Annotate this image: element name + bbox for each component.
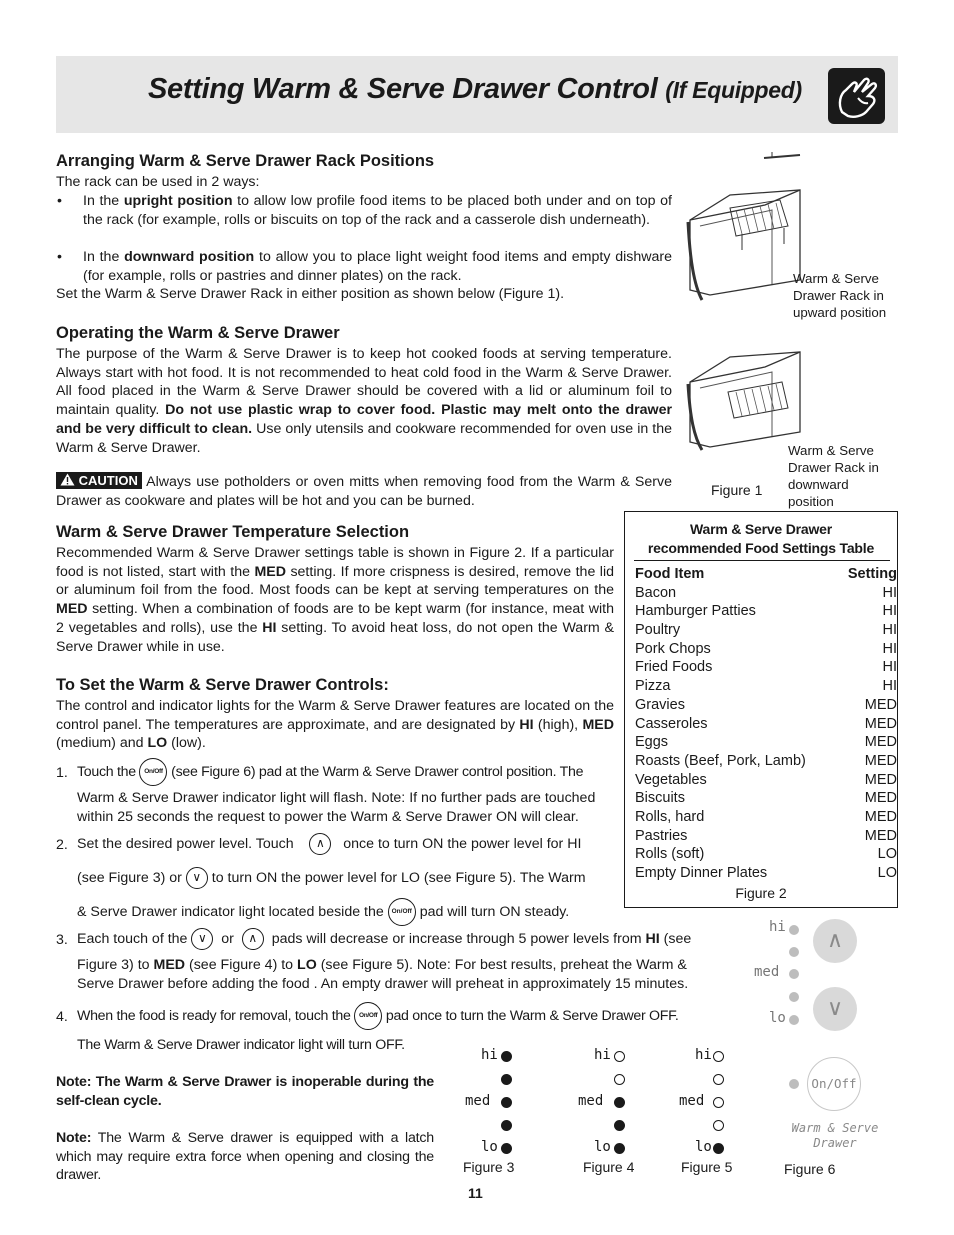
hi-label: hi: [594, 1047, 611, 1063]
setting-cell: MED: [864, 696, 897, 713]
rack-heading: Arranging Warm & Serve Drawer Rack Positions: [56, 152, 435, 170]
figure6-label: Figure 6: [784, 1161, 836, 1177]
up-arrow-pad-icon: ∧: [242, 928, 264, 950]
rack-intro: The rack can be used in 2 ways:: [56, 174, 260, 190]
setting-cell: MED: [864, 715, 897, 732]
hi-label: hi: [481, 1047, 498, 1063]
med-label: med: [679, 1093, 705, 1109]
indicator-led-on: [501, 1143, 512, 1154]
food-item-cell: Roasts (Beef, Pork, Lamb): [635, 752, 806, 769]
setting-cell: MED: [864, 734, 897, 751]
panel-hi-label: hi: [769, 919, 786, 935]
table-row: [635, 789, 897, 808]
indicator-led-off: [614, 1074, 625, 1085]
food-item-cell: Fried Foods: [635, 659, 713, 676]
table-row: [635, 584, 897, 603]
table-row: [635, 602, 897, 621]
on-off-pad-icon: On/Off: [139, 758, 167, 786]
panel-indicator-led: [789, 1015, 799, 1025]
panel-caption: Warm & Serve Drawer: [791, 1121, 879, 1150]
step2-line2: (see Figure 3) or ∨ to turn ON the power level for LO (see Figure 5). The Warm: [77, 867, 586, 889]
table-row: [635, 733, 897, 752]
note-self-clean: Note: The Warm & Serve Drawer is inoperable during the self-clean cycle.: [56, 1074, 434, 1109]
table-title: Warm & Serve Drawer recommended Food Settings Table: [647, 521, 875, 556]
food-item-cell: Casseroles: [635, 715, 708, 732]
panel-onoff-led: [789, 1079, 799, 1089]
down-arrow-pad-icon: ∨: [186, 867, 208, 889]
step1-line1: Touch the On/Off (see Figure 6) pad at the Warm & Serve Drawer control position. The: [77, 758, 583, 786]
setting-cell: HI: [882, 640, 897, 657]
step1-line2: Warm & Serve Drawer indicator light will flash. Note: If no further pads are touched: [77, 790, 596, 806]
on-off-pad-icon: On/Off: [388, 898, 416, 926]
step3-line1: Each touch of the ∨ or ∧ pads will decrease or increase through 5 power levels from HI (see: [77, 928, 691, 950]
table-row: [635, 752, 897, 771]
table-row: [635, 677, 897, 696]
step2-number: 2.: [56, 837, 68, 853]
step2-line1: Set the desired power level. Touch ∧ once to turn ON the power level for HI: [77, 833, 581, 855]
panel-lo-label: lo: [769, 1010, 786, 1026]
setting-cell: HI: [882, 659, 897, 676]
table-row: [635, 827, 897, 846]
step3-line3: Serve Drawer before adding the food . An empty drawer will preheat in approximately 15 minutes.: [77, 976, 689, 992]
rack-bullet-downward: • In the downward position to allow you to place light weight food items and empty dishware (for example, rolls or pastries and dinner plates) on the rack.: [57, 249, 672, 284]
table-row: [635, 771, 897, 790]
step1-number: 1.: [56, 765, 68, 781]
food-item-cell: Biscuits: [635, 790, 685, 807]
controls-heading: To Set the Warm & Serve Drawer Controls:: [56, 676, 389, 694]
step3-number: 3.: [56, 932, 68, 948]
panel-indicator-led: [789, 925, 799, 935]
panel-indicator-led: [789, 947, 799, 957]
temperature-paragraph: Recommended Warm & Serve Drawer settings table is shown in Figure 2. If a particular food is not listed, start with the MED setting. If more crispness is desired, remove the lid or aluminum foil from the food. Most foods can be kept at serving temperatures on the MED setting. When a combination of foods are to be kept warm (for instance, meat with 2 vegetables and rolls), use the HI setting. To avoid heat loss, do not open the Warm & Serve Drawer while in use.: [56, 545, 614, 655]
setting-cell: MED: [864, 771, 897, 788]
food-item-cell: Bacon: [635, 584, 677, 601]
step2-line3: & Serve Drawer indicator light located beside the On/Off pad will turn ON steady.: [77, 898, 569, 926]
indicator-led-off: [614, 1051, 625, 1062]
med-label: med: [465, 1093, 491, 1109]
figure3-label: Figure 3: [463, 1159, 515, 1175]
page-number: 11: [468, 1185, 483, 1201]
food-settings-table: [624, 511, 898, 908]
step4-number: 4.: [56, 1009, 68, 1025]
food-item-cell: Rolls (soft): [635, 846, 705, 863]
up-arrow-button[interactable]: ∧: [813, 919, 857, 963]
panel-indicator-led: [789, 992, 799, 1002]
note-latch: Note: The Warm & Serve drawer is equipped with a latch which may require extra force when opening and closing the drawer.: [56, 1130, 434, 1184]
on-off-pad-icon: On/Off: [354, 1002, 382, 1030]
table-row: [635, 621, 897, 640]
setting-cell: MED: [864, 808, 897, 825]
figure1-upward-caption: Warm & Serve Drawer Rack in upward position: [793, 271, 887, 320]
caution-paragraph: CAUTION Always use potholders or oven mitts when removing food from the Warm & Serve Drawer as cookware and plates will be hot and you can be burned.: [56, 473, 672, 509]
lo-label: lo: [594, 1139, 611, 1155]
indicator-led-on: [614, 1143, 625, 1154]
setting-cell: HI: [882, 584, 897, 601]
down-arrow-button[interactable]: ∨: [813, 987, 857, 1031]
col-food-header: Food Item: [635, 566, 705, 582]
setting-cell: HI: [882, 622, 897, 639]
operating-paragraph: The purpose of the Warm & Serve Drawer is to keep hot cooked foods at serving temperature. Always start with hot food. It is not recommended to heat cold food in the Warm & Serve Drawer. All food placed in the Warm & Serve Drawer should be covered with a lid or aluminum foil to maintain quality. Do not use plastic wrap to cover food. Plastic may melt onto the drawer and be very difficult to clean. Use only utensils and cookware recommended for oven use in the Warm & Serve Drawer.: [56, 346, 673, 456]
up-arrow-pad-icon: ∧: [309, 833, 331, 855]
figure1-downward-caption: Warm & Serve Drawer Rack in downward position: [788, 443, 879, 509]
setting-cell: LO: [877, 865, 897, 881]
food-item-cell: Poultry: [635, 622, 681, 639]
food-item-cell: Eggs: [635, 734, 669, 751]
setting-cell: MED: [864, 752, 897, 769]
indicator-led-off: [713, 1120, 724, 1131]
food-item-cell: Pastries: [635, 827, 688, 844]
indicator-led-off: [713, 1097, 724, 1108]
page-subtitle: (If Equipped): [665, 77, 802, 103]
setting-cell: HI: [882, 678, 897, 695]
indicator-led-on: [501, 1120, 512, 1131]
table-row: [635, 696, 897, 715]
indicator-led-off: [713, 1074, 724, 1085]
indicator-led-on: [501, 1074, 512, 1085]
table-row: [635, 658, 897, 677]
panel-indicator-led: [789, 969, 799, 979]
page-header: [56, 56, 898, 133]
step3-line2: Figure 3) to MED (see Figure 4) to LO (see Figure 5). Note: For best results, preheat the Warm &: [77, 957, 687, 973]
indicator-led-on: [713, 1143, 724, 1154]
figure2-label: Figure 2: [735, 885, 787, 901]
indicator-led-on: [614, 1097, 625, 1108]
hand-pointing-logo-icon: [828, 68, 885, 124]
down-arrow-pad-icon: ∨: [191, 928, 213, 950]
table-row: [635, 640, 897, 659]
setting-cell: MED: [864, 827, 897, 844]
caution-badge: CAUTION: [56, 472, 142, 489]
food-item-cell: Pizza: [635, 678, 671, 695]
step4-line2: The Warm & Serve Drawer indicator light will turn OFF.: [77, 1037, 405, 1053]
drawer-rack-upward-illustration: [680, 150, 810, 310]
figure5-label: Figure 5: [681, 1159, 733, 1175]
figure1-label: Figure 1: [711, 482, 763, 498]
indicator-led-on: [614, 1120, 625, 1131]
lo-label: lo: [481, 1139, 498, 1155]
setting-cell: LO: [877, 846, 897, 863]
food-item-cell: Hamburger Patties: [635, 603, 756, 620]
drawer-rack-downward-illustration: [680, 322, 810, 452]
rack-bullet-upright: • In the upright position to allow low profile food items to be placed both under and on top of the rack (for example, rolls or biscuits on top of the rack and a casserole dish underneath).: [57, 193, 672, 228]
table-row: [635, 715, 897, 734]
food-item-cell: Vegetables: [635, 771, 707, 788]
setting-cell: MED: [864, 790, 897, 807]
indicator-led-on: [501, 1051, 512, 1062]
table-header-row: [635, 565, 897, 584]
figure4-label: Figure 4: [583, 1159, 635, 1175]
rack-closing: Set the Warm & Serve Drawer Rack in either position as shown below (Figure 1).: [56, 286, 565, 302]
step1-line3: within 25 seconds the request to power the Warm & Serve Drawer ON will clear.: [77, 809, 579, 825]
hi-label: hi: [695, 1047, 712, 1063]
setting-cell: HI: [882, 603, 897, 620]
warning-triangle-icon: [60, 473, 75, 486]
table-row: [635, 845, 897, 864]
controls-intro: The control and indicator lights for the Warm & Serve Drawer features are located on the control panel. The temperatures are approximate, and are designated by HI (high), MED (medium) and LO (low).: [56, 698, 614, 752]
food-item-cell: Gravies: [635, 696, 685, 713]
temperature-heading: Warm & Serve Drawer Temperature Selection: [56, 523, 410, 541]
operating-heading: Operating the Warm & Serve Drawer: [56, 324, 340, 342]
med-label: med: [578, 1093, 604, 1109]
on-off-button[interactable]: On/Off: [807, 1057, 861, 1111]
col-setting-header: Setting: [847, 566, 897, 582]
panel-med-label: med: [754, 964, 780, 980]
step4-line1: When the food is ready for removal, touch the On/Off pad once to turn the Warm & Serve Drawer OFF.: [77, 1002, 679, 1030]
indicator-led-on: [501, 1097, 512, 1108]
page-title: Setting Warm & Serve Drawer Control (If Equipped): [148, 73, 802, 105]
food-item-cell: Rolls, hard: [635, 808, 705, 825]
food-item-cell: Pork Chops: [635, 640, 711, 657]
food-item-cell: Empty Dinner Plates: [635, 865, 768, 881]
lo-label: lo: [695, 1139, 712, 1155]
indicator-led-off: [713, 1051, 724, 1062]
table-row: [635, 808, 897, 827]
table-row: [635, 864, 897, 883]
